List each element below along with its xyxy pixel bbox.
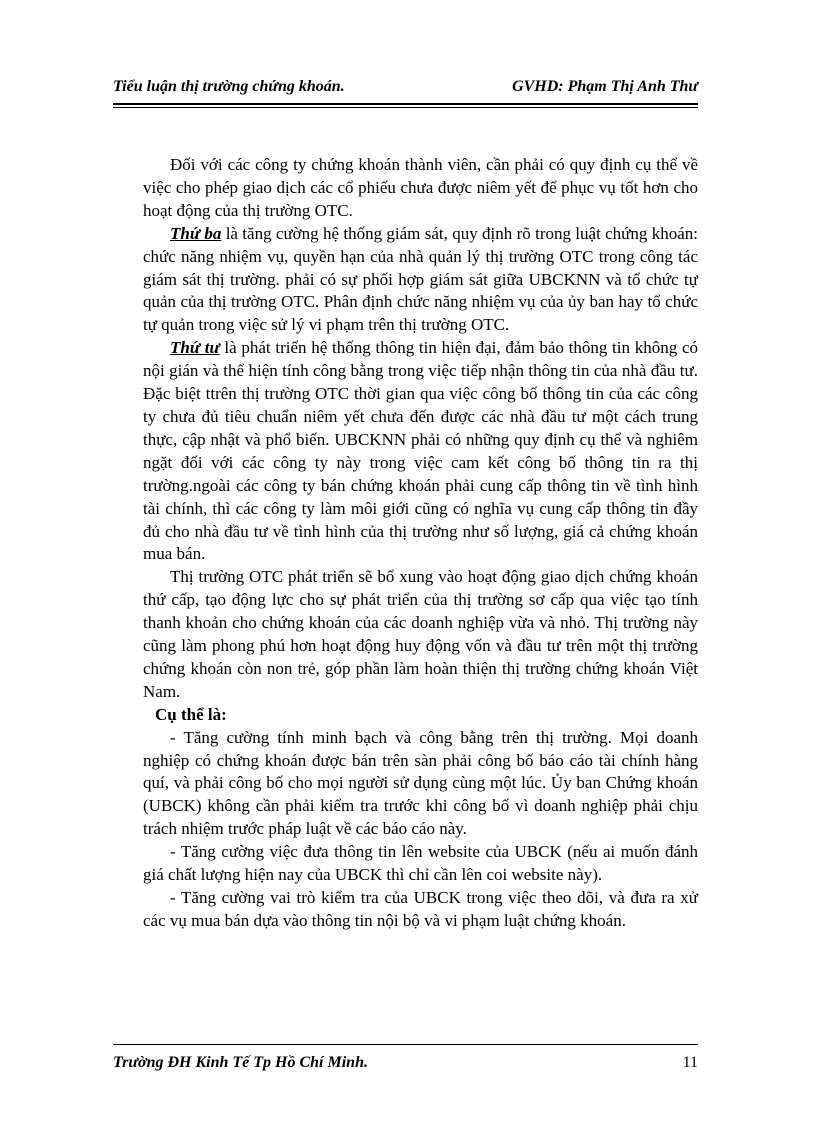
main-body xyxy=(143,154,698,933)
page-header xyxy=(113,78,698,102)
header-advisor: GVHD: Phạm Thị Anh Thư xyxy=(512,78,698,95)
paragraph-3-lead: Thứ tư xyxy=(170,338,220,358)
paragraph-4: Thị trường OTC phát triển sẽ bổ xung vào hoạt động giao dịch chứng khoán thứ cấp, tạo động lực cho sự phát triển của thị trường sơ cấp qua việc tạo tính thanh khoản cho chứng khoán của các doanh nghiệp vừa và nhỏ. Thị trường này cũng làm phong phú hơn hoạt động huy động vốn và đầu tư trên một thị trường chứng khoán còn non trẻ, góp phần làm hoàn thiện thị trường chứng khoán Việt Nam. xyxy=(143,567,698,701)
paragraph-2 xyxy=(143,223,698,338)
section-heading: Cụ thể là: xyxy=(155,704,227,724)
footer-institution: Trường ĐH Kinh Tế Tp Hồ Chí Minh. xyxy=(113,1054,368,1071)
header-document-title: Tiểu luận thị trường chứng khoán. xyxy=(113,78,345,95)
header-rule-thin xyxy=(113,107,698,108)
paragraph-1: Đối với các công ty chứng khoán thành viên, cần phải có quy định cụ thể về việc cho phép giao dịch các cổ phiếu chưa được niêm yết để phục vụ tốt hơn cho hoạt động của thị trường OTC. xyxy=(143,155,698,220)
list-item-3: - Tăng cường vai trò kiểm tra của UBCK trong việc theo dõi, và đưa ra xử các vụ mua bán dựa vào thông tin nội bộ và vi phạm luật chứng khoán. xyxy=(143,888,698,930)
list-item-2: - Tăng cường việc đưa thông tin lên website của UBCK (nếu ai muốn đánh giá chất lượng hiện nay của UBCK thì chỉ cần lên coi website này). xyxy=(143,842,698,885)
paragraph-2-lead: Thứ ba xyxy=(170,223,222,243)
page-number: 11 xyxy=(682,1054,698,1071)
paragraph-3 xyxy=(143,337,698,566)
list-item-1: - Tăng cường tính minh bạch và công bằng trên thị trường. Mọi doanh nghiệp có chứng khoán được bán trên sàn phải công bố báo cáo tài chính hàng quí, và phải công bố cho mọi người sử dụng cùng một lúc. Ủy ban Chứng khoán (UBCK) không cần phải kiểm tra trước khi công bố vì doanh nghiệp phải chịu trách nhiệm trước pháp luật về các báo cáo này. xyxy=(143,727,698,839)
footer-rule xyxy=(113,1044,698,1045)
paragraph-2-text: là tăng cường hệ thống giám sát, quy định rõ trong luật chứng khoán: chức năng nhiệm vụ, quyền hạn của nhà quản lý thị trường OTC trong công tác giám sát thị trường. phải có sự phối hợp giám sát giữa UBCKNN và tổ chức tự quản của thị trường OTC. Phân định chức năng nhiệm vụ của ủy ban hay tổ chức tự quản trong việc sử lý vi phạm trên thị trường OTC. xyxy=(143,223,698,335)
paragraph-3-text: là phát triển hệ thống thông tin hiện đại, đảm bảo thông tin không có nội gián và thể hiện tính công bằng trong việc tiếp nhận thông tin của nhà đầu tư. Đặc biệt ttrên thị trường OTC thời gian qua việc công bố thông tin của các công ty chưa đủ tiêu chuẩn niêm yết chưa đến được các nhà đầu tư một cách trung thực, cập nhật và phổ biến. UBCKNN phải có những quy định cụ thể và nghiêm ngặt đối với các công ty này trong việc cam kết công bố thông tin ra thị trường.ngoài các công ty bán chứng khoán phải cung cấp thông tin về tình hình tài chính, thì các công ty làm môi giới cũng có nghĩa vụ cung cấp thông tin đầy đủ cho nhà đầu tư về tình hình của thị trường như số lượng, giá cả chứng khoán mua bán. xyxy=(143,338,698,564)
header-rule xyxy=(113,103,698,105)
